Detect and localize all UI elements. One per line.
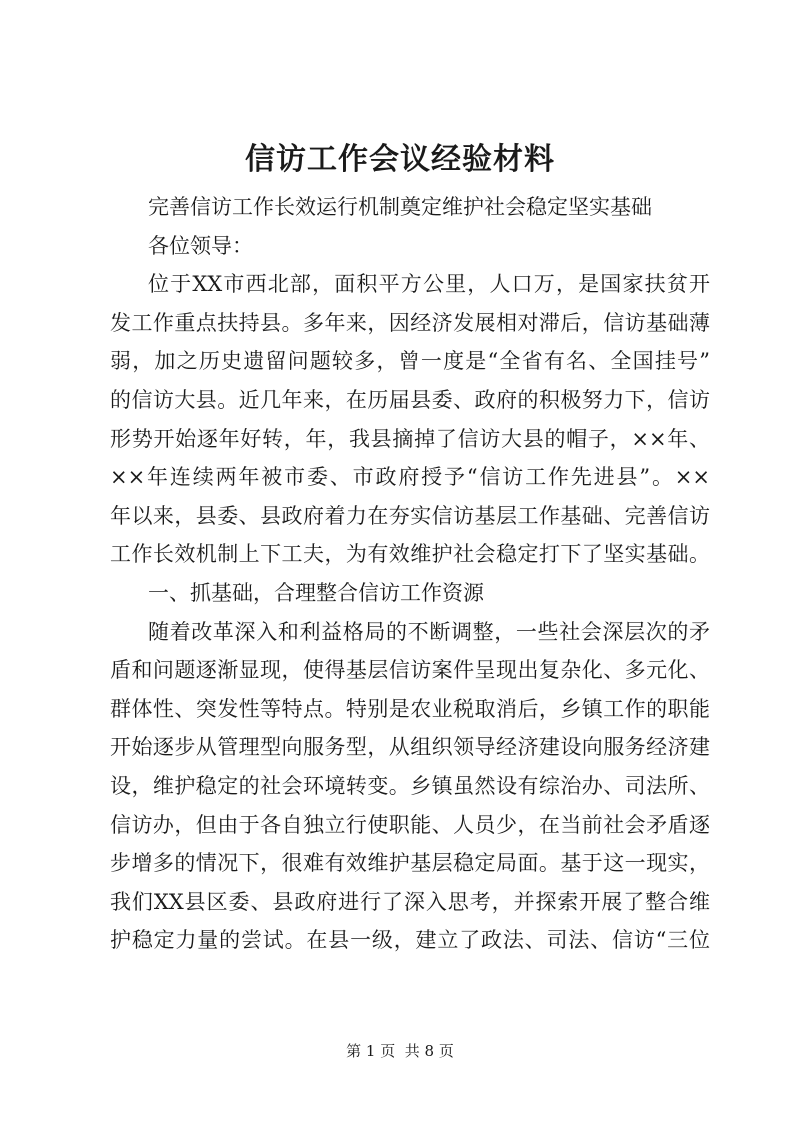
document-body <box>110 188 710 960</box>
body-line: 开始逐步从管理型向服务型，从组织领导经济建设向服务经济建 <box>110 735 710 760</box>
body-line: 设，维护稳定的社会环境转变。乡镇虽然设有综治办、司法所、 <box>110 773 710 798</box>
body-line: 各位领导： <box>148 233 253 258</box>
body-line: 完善信访工作长效运行机制奠定维护社会稳定坚实基础 <box>148 195 652 219</box>
body-line: 的信访大县。近几年来，在历届县委、政府的积极努力下，信访 <box>110 387 710 412</box>
body-line: 步增多的情况下，很难有效维护基层稳定局面。基于这一现实， <box>110 851 710 876</box>
page-number: 第 1 页 共 8 页 <box>346 1042 454 1060</box>
body-line: 信访办，但由于各自独立行使职能、人员少，在当前社会矛盾逐 <box>110 812 710 837</box>
body-line: 发工作重点扶持县。多年来，因经济发展相对滞后，信访基础薄 <box>110 310 710 335</box>
body-line: 群体性、突发性等特点。特别是农业税取消后，乡镇工作的职能 <box>110 696 710 721</box>
page-footer <box>0 1041 800 1061</box>
body-line: 弱，加之历史遗留问题较多，曾一度是“全省有名、全国挂号” <box>110 349 710 374</box>
body-line: 随着改革深入和利益格局的不断调整，一些社会深层次的矛 <box>148 619 710 644</box>
body-line: 护稳定力量的尝试。在县一级，建立了政法、司法、信访“三位 <box>110 928 710 953</box>
body-line: 工作长效机制上下工夫，为有效维护社会稳定打下了坚实基础。 <box>110 542 710 567</box>
body-line: 年以来，县委、县政府着力在夯实信访基层工作基础、完善信访 <box>110 503 710 528</box>
body-line: ××年连续两年被市委、市政府授予“信访工作先进县”。×× <box>110 465 710 490</box>
body-line: 一、抓基础，合理整合信访工作资源 <box>148 580 484 605</box>
body-line: 我们XX县区委、县政府进行了深入思考，并探索开展了整合维 <box>110 889 710 914</box>
body-line: 位于XX市西北部，面积平方公里，人口万，是国家扶贫开 <box>148 272 710 297</box>
document-title: 信访工作会议经验材料 <box>245 142 555 177</box>
body-line: 盾和问题逐渐显现，使得基层信访案件呈现出复杂化、多元化、 <box>110 658 710 683</box>
body-line: 形势开始逐年好转，年，我县摘掉了信访大县的帽子，××年、 <box>110 426 710 451</box>
